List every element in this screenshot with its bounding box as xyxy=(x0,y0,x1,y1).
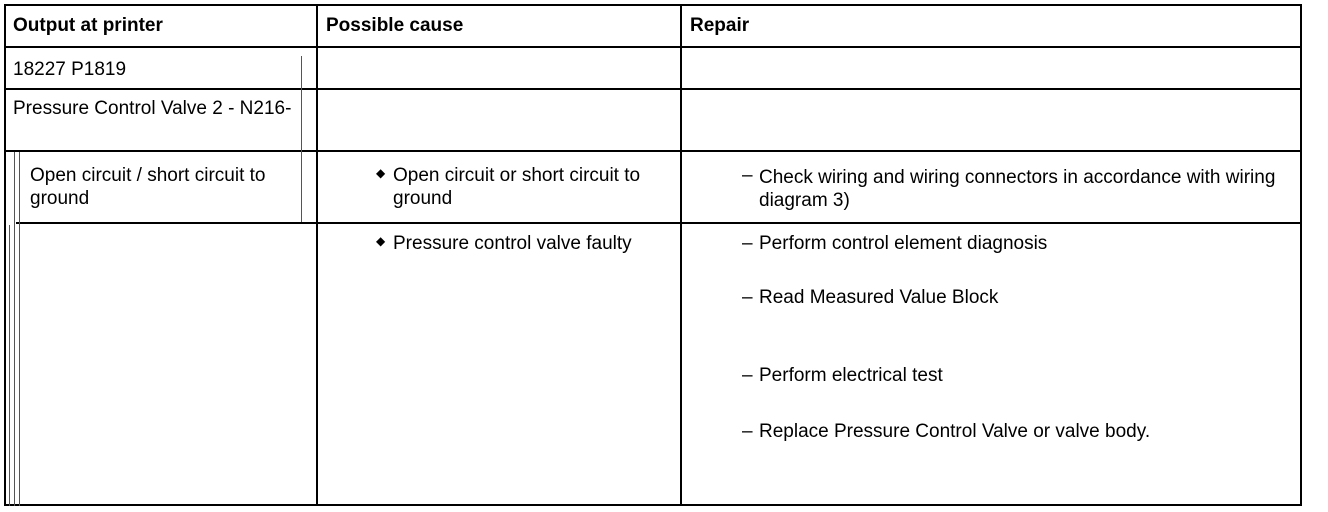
repair-3: Read Measured Value Block xyxy=(759,287,999,308)
dash-icon: – xyxy=(742,165,753,186)
dash-icon: – xyxy=(742,365,753,386)
dash-icon: – xyxy=(742,287,753,308)
component-name: Pressure Control Valve 2 - N216- xyxy=(13,98,292,119)
col-divider-2 xyxy=(680,4,682,506)
cause-1: Open circuit or short circuit to ground xyxy=(393,165,641,209)
repair-1: Check wiring and wiring connectors in accordance with wiring diagram 3) xyxy=(759,167,1276,211)
nest-line-b xyxy=(14,152,15,506)
header-repair: Repair xyxy=(690,15,750,36)
col-divider-1 xyxy=(316,4,318,506)
fault-description: Open circuit / short circuit to ground xyxy=(30,165,266,209)
header-output-at-printer: Output at printer xyxy=(13,15,163,36)
dash-icon: – xyxy=(742,421,753,442)
repair-2: Perform control element diagnosis xyxy=(759,233,1048,254)
nest-line-a xyxy=(301,56,302,222)
row-divider-3 xyxy=(16,222,1302,224)
fault-code: 18227 P1819 xyxy=(13,59,127,80)
row-divider-1 xyxy=(4,88,1302,90)
bullet-icon: ◆ xyxy=(376,234,386,248)
cause-2: Pressure control valve faulty xyxy=(393,233,632,254)
repair-4: Perform electrical test xyxy=(759,365,943,386)
header-possible-cause: Possible cause xyxy=(326,15,464,36)
dash-icon: – xyxy=(742,233,753,254)
repair-5: Replace Pressure Control Valve or valve body. xyxy=(759,421,1151,442)
row-divider-2 xyxy=(4,150,1302,152)
nest-line-d xyxy=(9,225,10,506)
header-divider xyxy=(4,46,1302,48)
bullet-icon: ◆ xyxy=(376,166,386,180)
nest-line-c xyxy=(19,152,20,506)
